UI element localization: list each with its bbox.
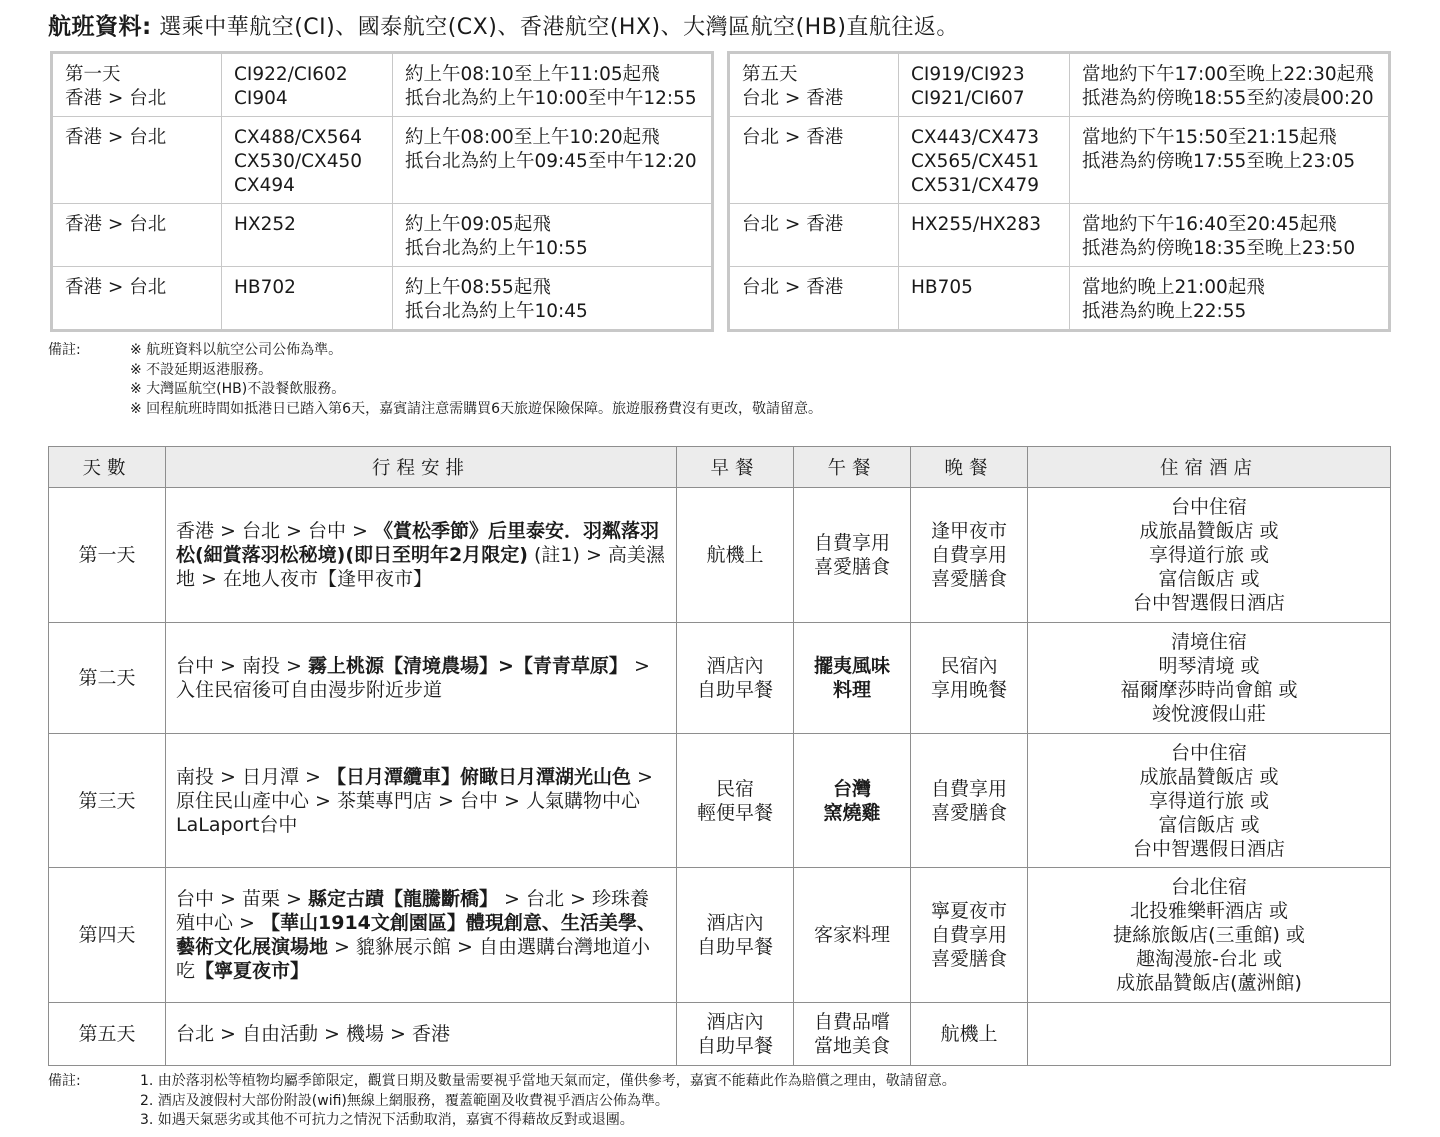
flight-time-cell [393, 204, 713, 267]
breakfast-line: 酒店內 [706, 912, 764, 934]
flight-route: 台北 > 香港 [742, 214, 844, 235]
breakfast-line: 輕便早餐 [696, 801, 773, 824]
header-lunch: 午餐 [794, 447, 911, 488]
flight-number: CI921/CI607 [911, 88, 1025, 109]
header-breakfast: 早餐 [677, 447, 794, 488]
dinner-line: 喜愛膳食 [930, 948, 1007, 970]
breakfast-cell [677, 488, 794, 623]
flight-time-cell [1070, 204, 1390, 267]
dinner-cell [911, 623, 1028, 734]
flight-route-cell [52, 117, 222, 204]
schedule-cell [166, 623, 677, 734]
flight-notes-list [130, 341, 822, 419]
schedule-cell [166, 488, 677, 623]
lunch-line: 喜愛膳食 [813, 556, 890, 578]
hotel-cell [1028, 488, 1391, 623]
dinner-cell [911, 488, 1028, 623]
flight-row [729, 53, 1390, 117]
flight-time-line: 當地約下午17:00至晚上22:30起飛 [1082, 64, 1374, 85]
schedule-cell [166, 1003, 677, 1066]
flight-number-cell [222, 204, 393, 267]
hotel-line: 富信飯店 或 [1158, 813, 1260, 836]
hotel-line: 清境住宿 [1170, 631, 1247, 653]
schedule-segment: (註1) > 高美濕地 > 在地人夜市【逢甲夜市】 [176, 544, 665, 590]
header-schedule: 行程安排 [166, 447, 677, 488]
header-day: 天數 [49, 447, 166, 488]
note-item: 3. 如遇天氣惡劣或其他不可抗力之情況下活動取消，嘉賓不得藉故反對或退團。 [140, 1112, 634, 1128]
hotel-line: 台中住宿 [1170, 741, 1247, 764]
breakfast-line: 酒店內 [706, 655, 764, 677]
flight-time-cell [393, 267, 713, 331]
hotel-line: 成旅晶贊飯店 或 [1139, 520, 1279, 542]
schedule-segment: 香港 > 台北 > 台中 > [176, 520, 374, 542]
flight-number: HB705 [911, 277, 973, 298]
schedule-segment: 【華山1914文創園區】體現創意、生活美學、藝術文化展演場地 [176, 912, 656, 958]
flight-number-cell [899, 267, 1070, 331]
schedule-segment: 《賞松季節》后里泰安．羽粼落羽松(細賞落羽松秘境)(即日至明年2月限定) [176, 520, 660, 566]
hotel-line: 捷絲旅飯店(三重館) 或 [1113, 924, 1305, 946]
flight-route-cell [52, 267, 222, 331]
lunch-cell [794, 734, 911, 868]
flight-time-line: 約上午08:55起飛 [405, 277, 551, 298]
breakfast-cell [677, 868, 794, 1003]
flight-info-subtitle: 選乘中華航空(CI)、國泰航空(CX)、香港航空(HX)、大灣區航空(HB)直航往返。 [159, 15, 959, 40]
flight-row [52, 204, 713, 267]
note-item: 1. 由於落羽松等植物均屬季節限定，觀賞日期及數量需要視乎當地天氣而定，僅供參考，嘉賓不能藉此作為賠償之理由，敬請留意。 [140, 1073, 956, 1089]
breakfast-line: 航機上 [706, 544, 764, 566]
flight-time-line: 當地約下午16:40至20:45起飛 [1082, 214, 1337, 235]
flight-route-cell [729, 117, 899, 204]
flight-number: CX488/CX564 [234, 127, 363, 148]
flight-row [52, 267, 713, 331]
dinner-line: 喜愛膳食 [930, 568, 1007, 590]
flight-number: HX252 [234, 214, 296, 235]
hotel-cell [1028, 623, 1391, 734]
flight-route-cell [729, 204, 899, 267]
flight-time-line: 當地約晚上21:00起飛 [1082, 277, 1265, 298]
flight-time-line: 抵台北為約上午10:55 [405, 238, 588, 259]
day-cell: 第五天 [49, 1003, 166, 1066]
flight-number: CI919/CI923 [911, 64, 1025, 85]
schedule-segment: 縣定古蹟【龍騰斷橋】 [308, 888, 499, 910]
dinner-line: 航機上 [940, 1023, 998, 1045]
itinerary-row [49, 623, 1391, 734]
flight-time-cell [1070, 267, 1390, 331]
dinner-line: 喜愛膳食 [930, 801, 1007, 824]
lunch-line: 窯燒雞 [823, 801, 881, 824]
dinner-line: 自費享用 [930, 777, 1007, 800]
flight-info-title: 航班資料: [48, 14, 152, 40]
flight-number-cell [899, 117, 1070, 204]
hotel-line: 台中智選假日酒店 [1132, 592, 1285, 614]
breakfast-cell [677, 734, 794, 868]
flight-route-cell [729, 53, 899, 117]
flight-number: CX565/CX451 [911, 151, 1040, 172]
dinner-line: 寧夏夜市 [930, 900, 1007, 922]
note-item: ※ 不設延期返港服務。 [130, 361, 273, 378]
schedule-segment: > 貔貅展示館 > 自由選購台灣地道小吃 [176, 936, 651, 982]
hotel-line: 台中智選假日酒店 [1132, 837, 1285, 860]
itinerary-notes-list [140, 1072, 956, 1131]
itinerary-row [49, 1003, 1391, 1066]
hotel-line: 明琴清境 或 [1158, 655, 1260, 677]
lunch-line: 自費品嚐 [813, 1011, 890, 1033]
flight-time-line: 約上午08:10至上午11:05起飛 [405, 64, 660, 85]
header-dinner: 晚餐 [911, 447, 1028, 488]
flight-route: 香港 > 台北 [65, 277, 167, 298]
return-flights-table [727, 51, 1391, 332]
breakfast-line: 民宿 [715, 777, 754, 800]
hotel-cell [1028, 734, 1391, 868]
day-cell: 第四天 [49, 868, 166, 1003]
flight-row [729, 117, 1390, 204]
outbound-flights-table [50, 51, 714, 332]
flight-time-line: 約上午09:05起飛 [405, 214, 551, 235]
flight-number: CX530/CX450 [234, 151, 363, 172]
day-cell: 第一天 [49, 488, 166, 623]
hotel-line: 富信飯店 或 [1158, 568, 1260, 590]
schedule-segment: 南投 > 日月潭 > [176, 765, 327, 788]
flight-number: HX255/HX283 [911, 214, 1042, 235]
flight-route: 台北 > 香港 [742, 127, 844, 148]
header-hotel: 住宿酒店 [1028, 447, 1391, 488]
breakfast-line: 自助早餐 [696, 1035, 773, 1057]
flight-time-cell [393, 53, 713, 117]
flight-info-header [48, 8, 959, 41]
schedule-segment: 【寧夏夜市】 [195, 960, 310, 982]
flight-number-cell [899, 53, 1070, 117]
breakfast-cell [677, 1003, 794, 1066]
schedule-cell [166, 868, 677, 1003]
hotel-line: 台中住宿 [1170, 496, 1247, 518]
flight-row [729, 204, 1390, 267]
flight-number-cell [222, 117, 393, 204]
lunch-line: 台灣 [832, 777, 871, 800]
flight-time-line: 抵港為約傍晚18:55至約凌晨00:20 [1082, 88, 1374, 109]
flight-time-cell [393, 117, 713, 204]
schedule-segment: 【日月潭纜車】俯瞰日月潭湖光山色 [327, 765, 632, 788]
schedule-segment: > 原住民山產中心 > 茶葉專門店 > 台中 > 人氣購物中心LaLaport台中 [176, 765, 653, 836]
schedule-cell [166, 734, 677, 868]
dinner-line: 民宿內 [940, 655, 998, 677]
flight-time-line: 抵港為約傍晚18:35至晚上23:50 [1082, 238, 1356, 259]
schedule-segment: > 入住民宿後可自由漫步附近步道 [176, 655, 650, 701]
hotel-line: 福爾摩莎時尚會館 或 [1120, 679, 1298, 701]
itinerary-notes-label: 備註: [48, 1073, 81, 1089]
itinerary-row [49, 868, 1391, 1003]
lunch-cell [794, 868, 911, 1003]
itinerary-header-row [49, 447, 1391, 488]
flight-route-cell [52, 53, 222, 117]
flight-time-line: 抵台北為約上午09:45至中午12:20 [405, 151, 697, 172]
flight-number: CX531/CX479 [911, 175, 1040, 196]
flight-route: 香港 > 台北 [65, 88, 167, 109]
hotel-line: 趣淘漫旅-台北 或 [1136, 948, 1282, 970]
flight-time-line: 抵台北為約上午10:00至中午12:55 [405, 88, 697, 109]
flight-time-line: 抵港為約晚上22:55 [1082, 301, 1247, 322]
flight-number: CX443/CX473 [911, 127, 1040, 148]
flight-day: 第五天 [742, 64, 798, 85]
dinner-line: 享用晚餐 [930, 679, 1007, 701]
dinner-cell [911, 868, 1028, 1003]
schedule-segment: 台中 > 苗栗 > [176, 888, 308, 910]
flight-number: CX494 [234, 175, 295, 196]
dinner-cell [911, 1003, 1028, 1066]
flight-time-cell [1070, 53, 1390, 117]
flight-route: 香港 > 台北 [65, 214, 167, 235]
flight-route-cell [729, 267, 899, 331]
schedule-segment: 台北 > 自由活動 > 機場 > 香港 [176, 1023, 450, 1045]
flight-number-cell [899, 204, 1070, 267]
dinner-line: 自費享用 [930, 544, 1007, 566]
hotel-line: 成旅晶贊飯店 或 [1139, 765, 1279, 788]
hotel-cell [1028, 868, 1391, 1003]
day-cell: 第三天 [49, 734, 166, 868]
breakfast-line: 酒店內 [706, 1011, 764, 1033]
lunch-cell [794, 488, 911, 623]
flight-time-line: 抵港為約傍晚17:55至晚上23:05 [1082, 151, 1356, 172]
hotel-line: 北投雅樂軒酒店 或 [1129, 900, 1289, 922]
lunch-cell [794, 1003, 911, 1066]
schedule-segment: > 台北 > 珍珠養殖中心 > [176, 888, 650, 934]
flight-notes-label: 備註: [48, 342, 81, 358]
breakfast-cell [677, 623, 794, 734]
flight-time-cell [1070, 117, 1390, 204]
flight-row [729, 267, 1390, 331]
flight-time-line: 當地約下午15:50至21:15起飛 [1082, 127, 1337, 148]
flight-day: 第一天 [65, 64, 121, 85]
hotel-line: 台北住宿 [1170, 876, 1247, 898]
flight-time-line: 約上午08:00至上午10:20起飛 [405, 127, 660, 148]
flight-route: 台北 > 香港 [742, 88, 844, 109]
lunch-line: 自費享用 [813, 532, 890, 554]
hotel-line: 享得道行旅 或 [1148, 544, 1270, 566]
note-item: ※ 回程航班時間如抵港日已踏入第6天，嘉賓請注意需購買6天旅遊保險保障。旅遊服務費沒有更改，敬請留意。 [130, 400, 822, 417]
lunch-line: 擺夷風味 [813, 655, 890, 677]
note-item: ※ 航班資料以航空公司公佈為準。 [130, 342, 343, 358]
flight-row [52, 53, 713, 117]
lunch-line: 當地美食 [813, 1035, 890, 1057]
schedule-segment: 霧上桃源【清境農場】>【青青草原】 [308, 655, 628, 677]
note-item: ※ 大灣區航空(HB)不設餐飲服務。 [130, 381, 346, 397]
itinerary-row [49, 488, 1391, 623]
flight-number-cell [222, 53, 393, 117]
hotel-line: 享得道行旅 或 [1148, 789, 1270, 812]
lunch-line: 客家料理 [813, 924, 890, 946]
schedule-segment: 台中 > 南投 > [176, 655, 308, 677]
flight-route: 台北 > 香港 [742, 277, 844, 298]
flight-number-cell [222, 267, 393, 331]
dinner-line: 逢甲夜市 [930, 520, 1007, 542]
lunch-line: 料理 [832, 679, 871, 701]
flight-number: CI904 [234, 88, 288, 109]
day-cell: 第二天 [49, 623, 166, 734]
flight-route: 香港 > 台北 [65, 127, 167, 148]
flight-number: HB702 [234, 277, 296, 298]
flight-row [52, 117, 713, 204]
dinner-line: 自費享用 [930, 924, 1007, 946]
itinerary-table [48, 446, 1391, 1066]
dinner-cell [911, 734, 1028, 868]
flight-route-cell [52, 204, 222, 267]
hotel-line: 竣悅渡假山莊 [1151, 703, 1266, 725]
note-item: 2. 酒店及渡假村大部份附設(wifi)無線上網服務，覆蓋範圍及收費視乎酒店公佈為準。 [140, 1092, 669, 1109]
flight-number: CI922/CI602 [234, 64, 348, 85]
flight-time-line: 抵台北為約上午10:45 [405, 301, 588, 322]
lunch-cell [794, 623, 911, 734]
hotel-cell [1028, 1003, 1391, 1066]
breakfast-line: 自助早餐 [696, 679, 773, 701]
hotel-line: 成旅晶贊飯店(蘆洲館) [1116, 972, 1302, 994]
itinerary-row [49, 734, 1391, 868]
breakfast-line: 自助早餐 [696, 936, 773, 958]
